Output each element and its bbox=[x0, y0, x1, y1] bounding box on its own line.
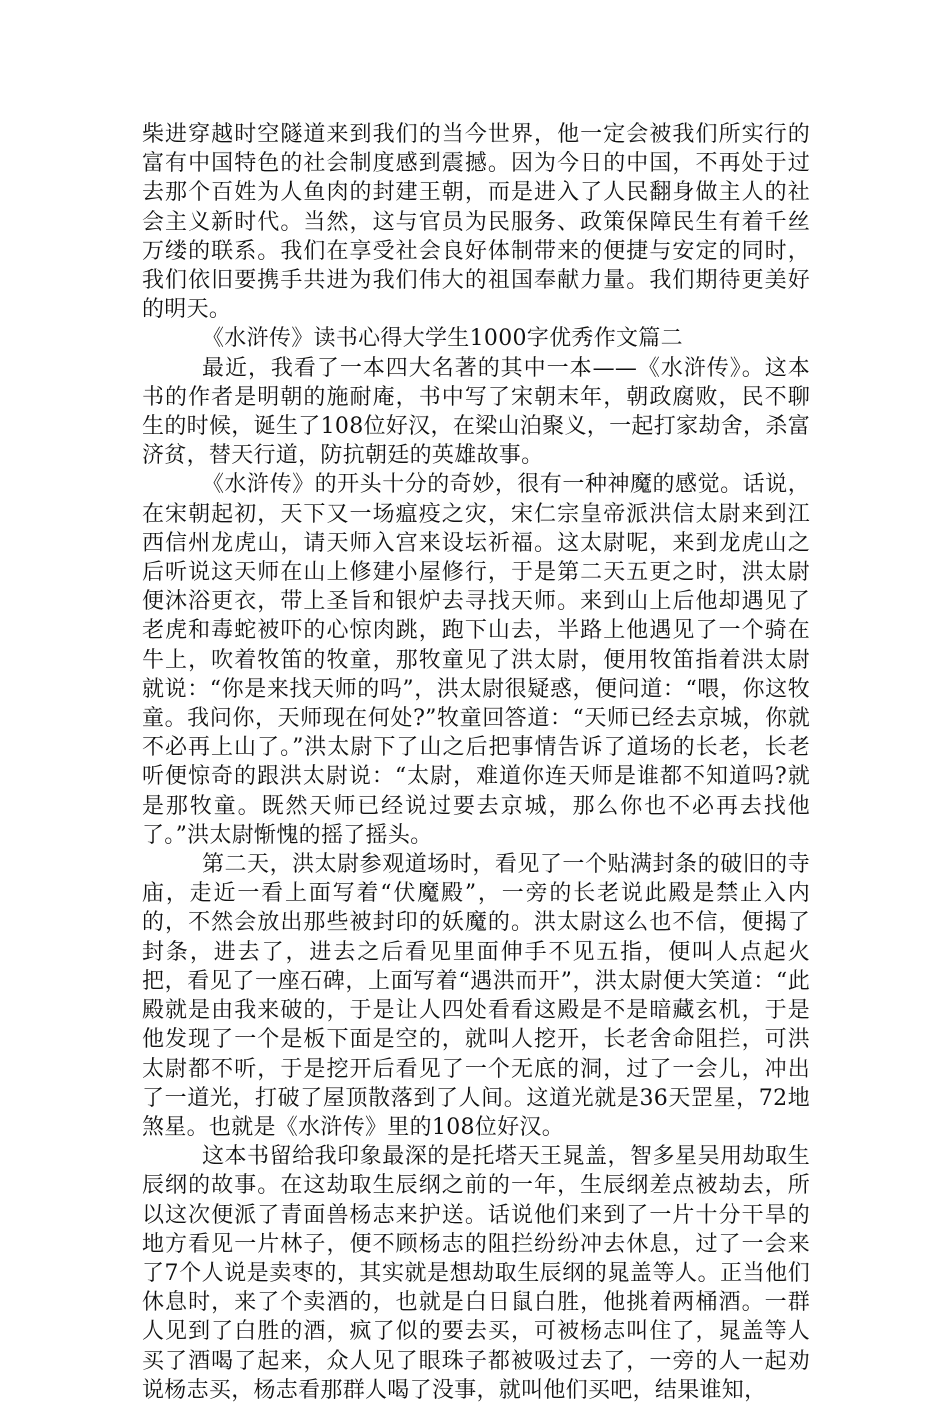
document-page bbox=[142, 120, 810, 1405]
paragraph-3: 《水浒传》的开头十分的奇妙，很有一种神魔的感觉。话说，在宋朝起初，天下又一场瘟疫之灾，宋仁宗皇帝派洪信太尉来到江西信州龙虎山，请天师入宫来设坛祈福。这太尉呢，来到龙虎山之后听说这天师在山上修建小屋修行，于是第二天五更之时，洪太尉便沐浴更衣，带上圣旨和银炉去寻找天师。来到山上后他却遇见了老虎和毒蛇被吓的心惊肉跳，跑下山去，半路上他遇见了一个骑在牛上，吹着牧笛的牧童，那牧童见了洪太尉，便用牧笛指着洪太尉就说：“你是来找天师的吗”，洪太尉很疑惑，便问道：“喂，你这牧童。我问你，天师现在何处?”牧童回答道：“天师已经去京城，你就不必再上山了。”洪太尉下了山之后把事情告诉了道场的长老，长老听便惊奇的跟洪太尉说：“太尉，难道你连天师是谁都不知道吗?就是那牧童。既然天师已经说过要去京城，那么你也不必再去找他了。”洪太尉惭愧的摇了摇头。 bbox=[142, 472, 810, 848]
paragraph-4: 第二天，洪太尉参观道场时，看见了一个贴满封条的破旧的寺庙，走近一看上面写着“伏魔殿”，一旁的长老说此殿是禁止入内的，不然会放出那些被封印的妖魔的。洪太尉这么也不信，便揭了封条，进去了，进去之后看见里面伸手不见五指，便叫人点起火把，看见了一座石碑，上面写着“遇洪而开”，洪太尉便大笑道：“此殿就是由我来破的，于是让人四处看看这殿是不是暗藏玄机，于是他发现了一个是板下面是空的，就叫人挖开，长老舍命阻拦，可洪太尉都不听，于是挖开后看见了一个无底的洞，过了一会儿，冲出了一道光，打破了屋顶散落到了人间。这道光就是36天罡星，72地煞星。也就是《水浒传》里的108位好汉。 bbox=[142, 852, 810, 1140]
paragraph-2: 最近，我看了一本四大名著的其中一本——《水浒传》。这本书的作者是明朝的施耐庵，书中写了宋朝末年，朝政腐败，民不聊生的时候，诞生了108位好汉，在梁山泊聚义，一起打家劫舍，杀富济贫，替天行道，防抗朝廷的英雄故事。 bbox=[142, 355, 810, 469]
paragraph-1: 柴进穿越时空隧道来到我们的当今世界，他一定会被我们所实行的富有中国特色的社会制度感到震撼。因为今日的中国，不再处于过去那个百姓为人鱼肉的封建王朝，而是进入了人民翻身做主人的社会主义新时代。当然，这与官员为民服务、政策保障民生有着千丝万缕的联系。我们在享受社会良好体制带来的便捷与安定的同时，我们依旧要携手共进为我们伟大的祖国奉献力量。我们期待更美好的明天。 bbox=[142, 122, 810, 323]
section-heading: 《水浒传》读书心得大学生1000字优秀作文篇二 bbox=[202, 326, 683, 352]
paragraph-5: 这本书留给我印象最深的是托塔天王晁盖，智多星吴用劫取生辰纲的故事。在这劫取生辰纲之前的一年，生辰纲差点被劫去，所以这次便派了青面兽杨志来护送。话说他们来到了一片十分干旱的地方看见一片林子，便不顾杨志的阻拦纷纷冲去休息，过了一会来了7个人说是卖枣的，其实就是想劫取生辰纲的晁盖等人。正当他们休息时，来了个卖酒的，也就是白日鼠白胜，他挑着两桶酒。一群人见到了白胜的酒，疯了似的要去买，可被杨志叫住了，晁盖等人买了酒喝了起来，众人见了眼珠子都被吸过去了，一旁的人一起劝说杨志买，杨志看那群人喝了没事，就叫他们买吧，结果谁知， bbox=[142, 1144, 810, 1403]
